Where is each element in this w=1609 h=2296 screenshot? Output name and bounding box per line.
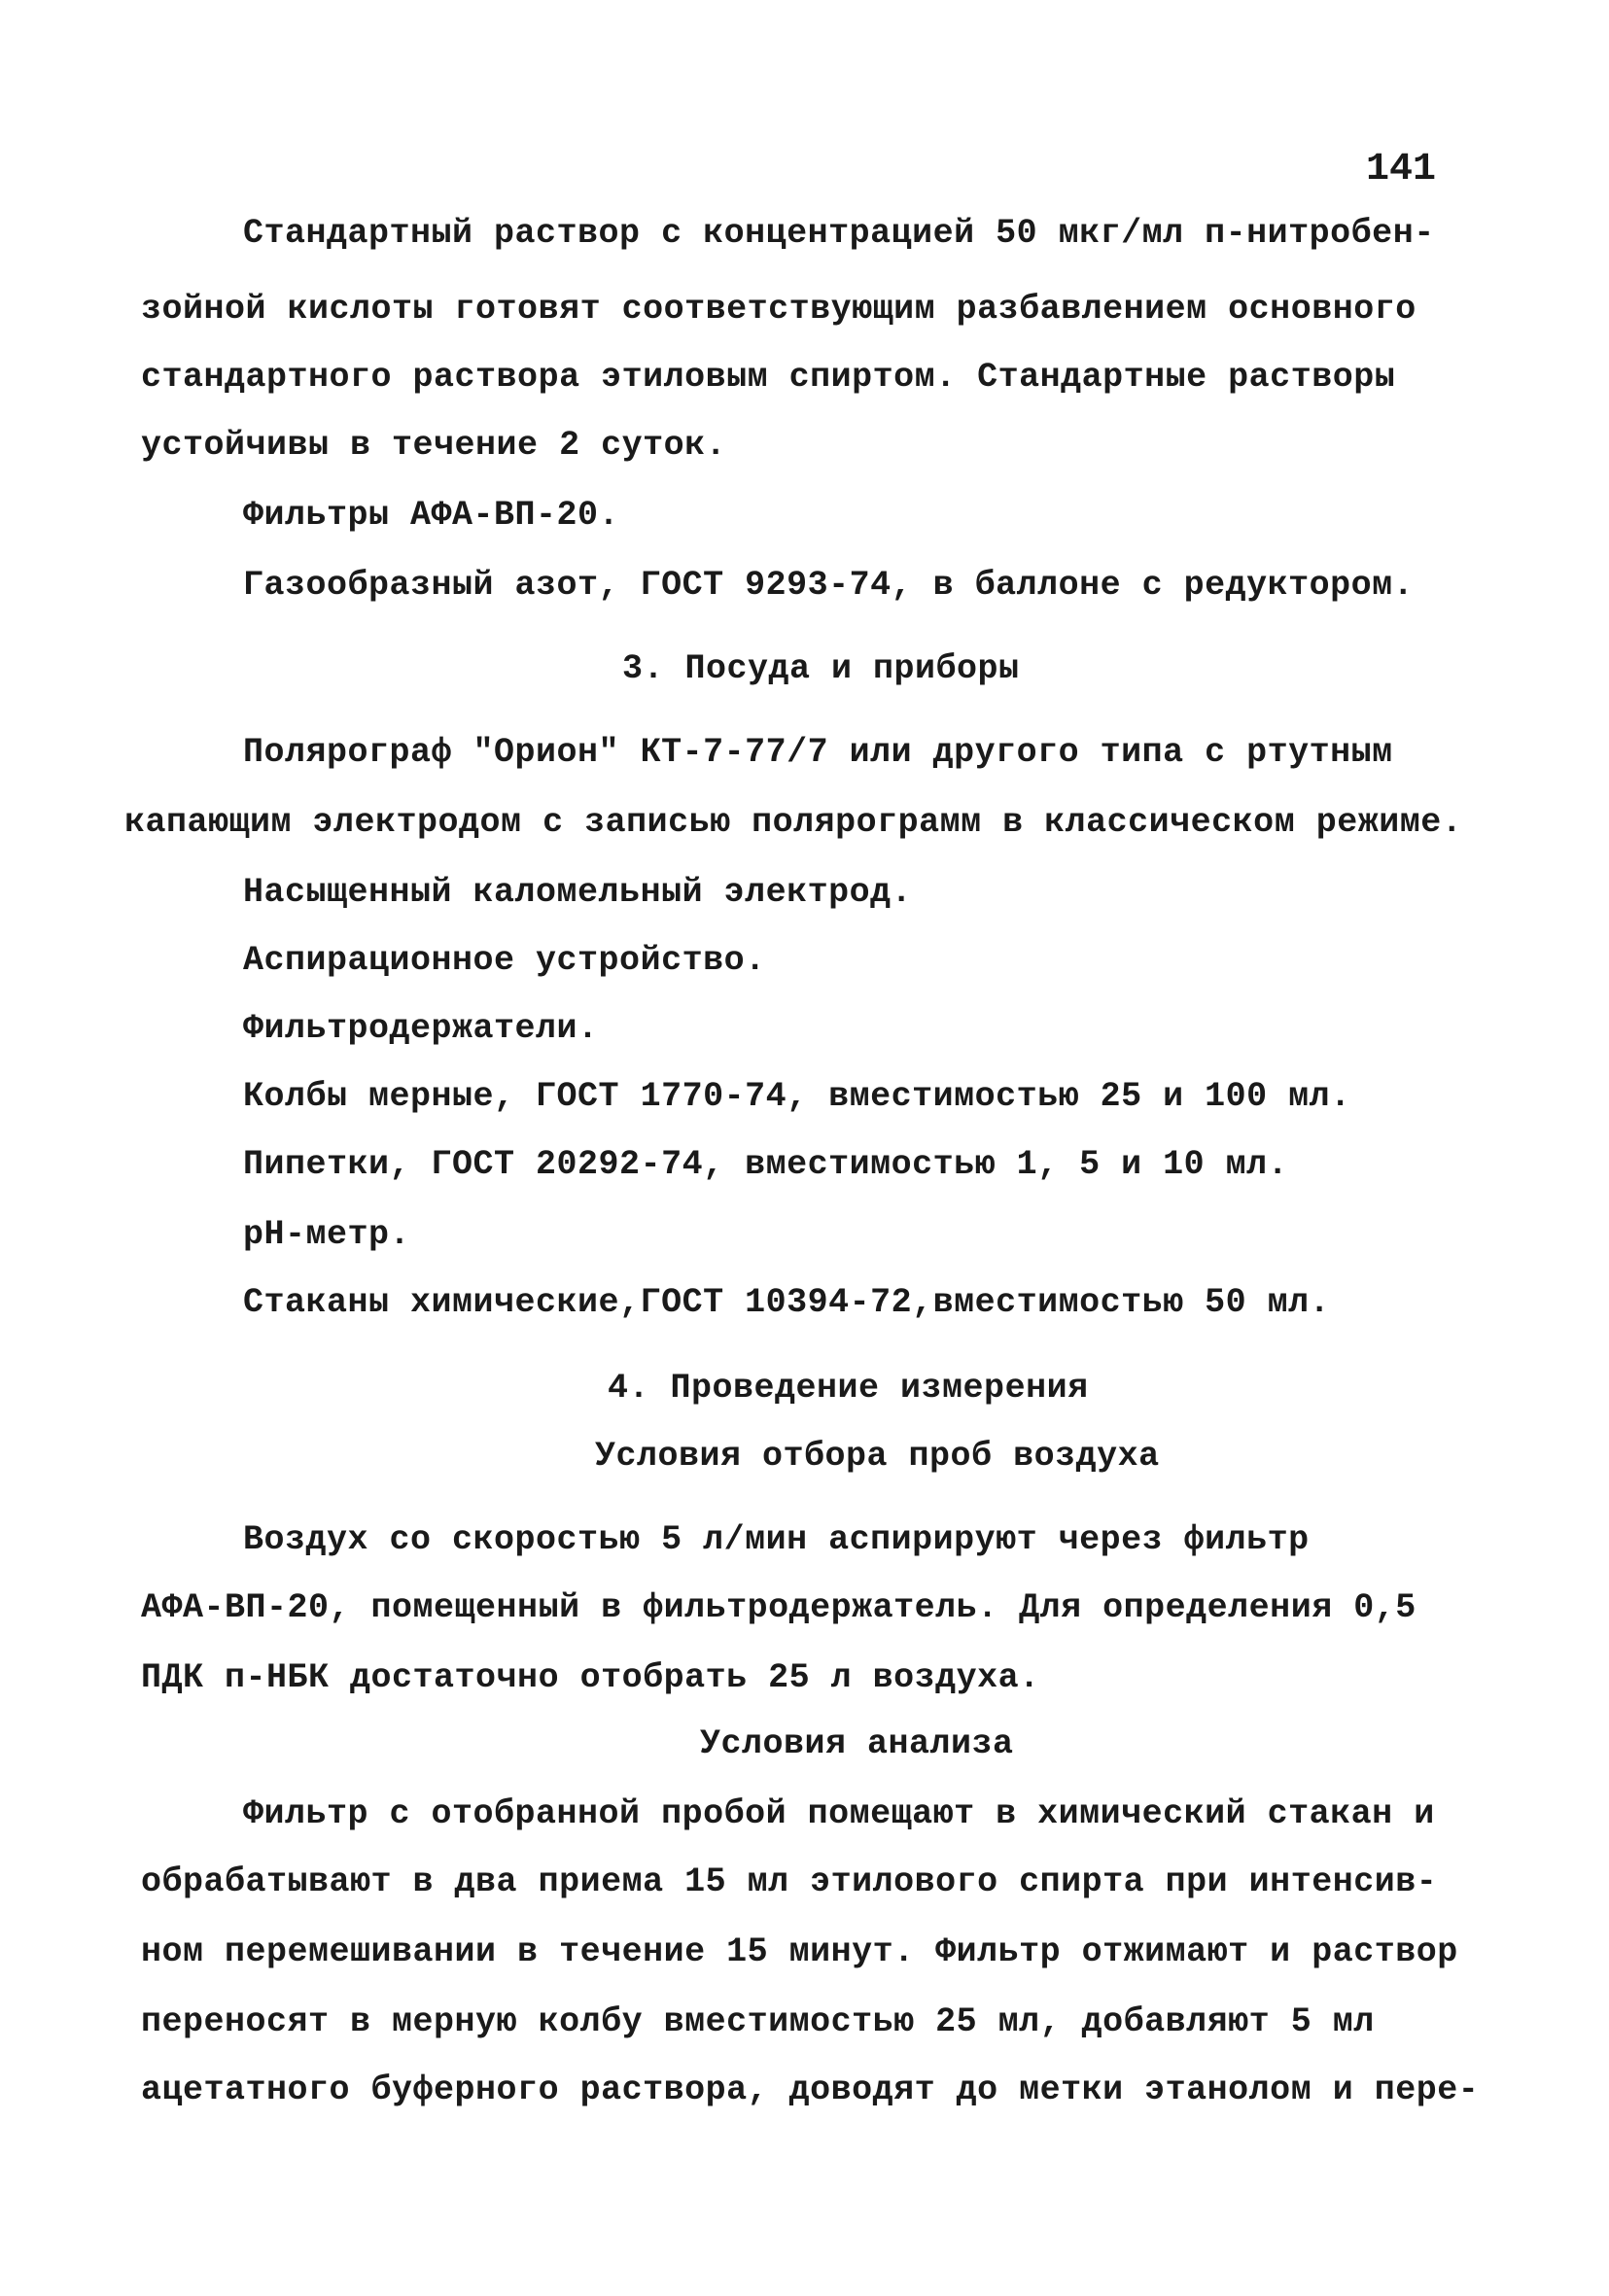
text-line: АФА-ВП-20, помещенный в фильтродержатель. Для определения 0,5 <box>141 1588 1417 1627</box>
text-line: стандартного раствора этиловым спиртом. Стандартные растворы <box>141 358 1396 397</box>
text-line: Аспирационное устройство. <box>243 941 766 980</box>
section-heading: 4. Проведение измерения <box>608 1369 1089 1408</box>
subsection-heading: Условия отбора проб воздуха <box>595 1437 1160 1476</box>
text-line: Фильтродержатели. <box>243 1009 599 1048</box>
text-line: зойной кислоты готовят соответствующим разбавлением основного <box>141 290 1417 329</box>
text-line: Фильтры АФА-ВП-20. <box>243 496 620 535</box>
text-line: обрабатывают в два приема 15 мл этилового спирта при интенсив- <box>141 1862 1438 1901</box>
text-line: Стандартный раствор с концентрацией 50 мкг/мл п-нитробен- <box>243 214 1435 253</box>
text-line: Полярограф "Орион" КТ-7-77/7 или другого типа с ртутным <box>243 733 1393 772</box>
text-line: капающим электродом с записью полярограмм в классическом режиме. <box>124 803 1463 842</box>
text-line: Колбы мерные, ГОСТ 1770-74, вместимостью 25 и 100 мл. <box>243 1077 1351 1116</box>
text-line: Газообразный азот, ГОСТ 9293-74, в баллоне с редуктором. <box>243 566 1415 605</box>
text-line: Стаканы химические,ГОСТ 10394-72,вместимостью 50 мл. <box>243 1283 1331 1322</box>
subsection-heading: Условия анализа <box>700 1724 1014 1763</box>
text-line: ацетатного буферного раствора, доводят до метки этанолом и пере- <box>141 2070 1480 2109</box>
text-line: Фильтр с отобранной пробой помещают в химический стакан и <box>243 1794 1435 1833</box>
section-heading: 3. Посуда и приборы <box>622 649 1020 688</box>
text-line: устойчивы в течение 2 суток. <box>141 426 727 465</box>
page-number: 141 <box>1366 148 1437 191</box>
text-line: рН-метр. <box>243 1215 411 1254</box>
text-line: Насыщенный каломельный электрод. <box>243 873 913 912</box>
text-line: ПДК п-НБК достаточно отобрать 25 л воздуха. <box>141 1658 1040 1697</box>
text-line: переносят в мерную колбу вместимостью 25 мл, добавляют 5 мл <box>141 2002 1375 2041</box>
text-line: Воздух со скоростью 5 л/мин аспирируют через фильтр <box>243 1520 1310 1559</box>
text-line: ном перемешивании в течение 15 минут. Фильтр отжимают и раствор <box>141 1932 1458 1971</box>
text-line: Пипетки, ГОСТ 20292-74, вместимостью 1, 5 и 10 мл. <box>243 1145 1289 1184</box>
